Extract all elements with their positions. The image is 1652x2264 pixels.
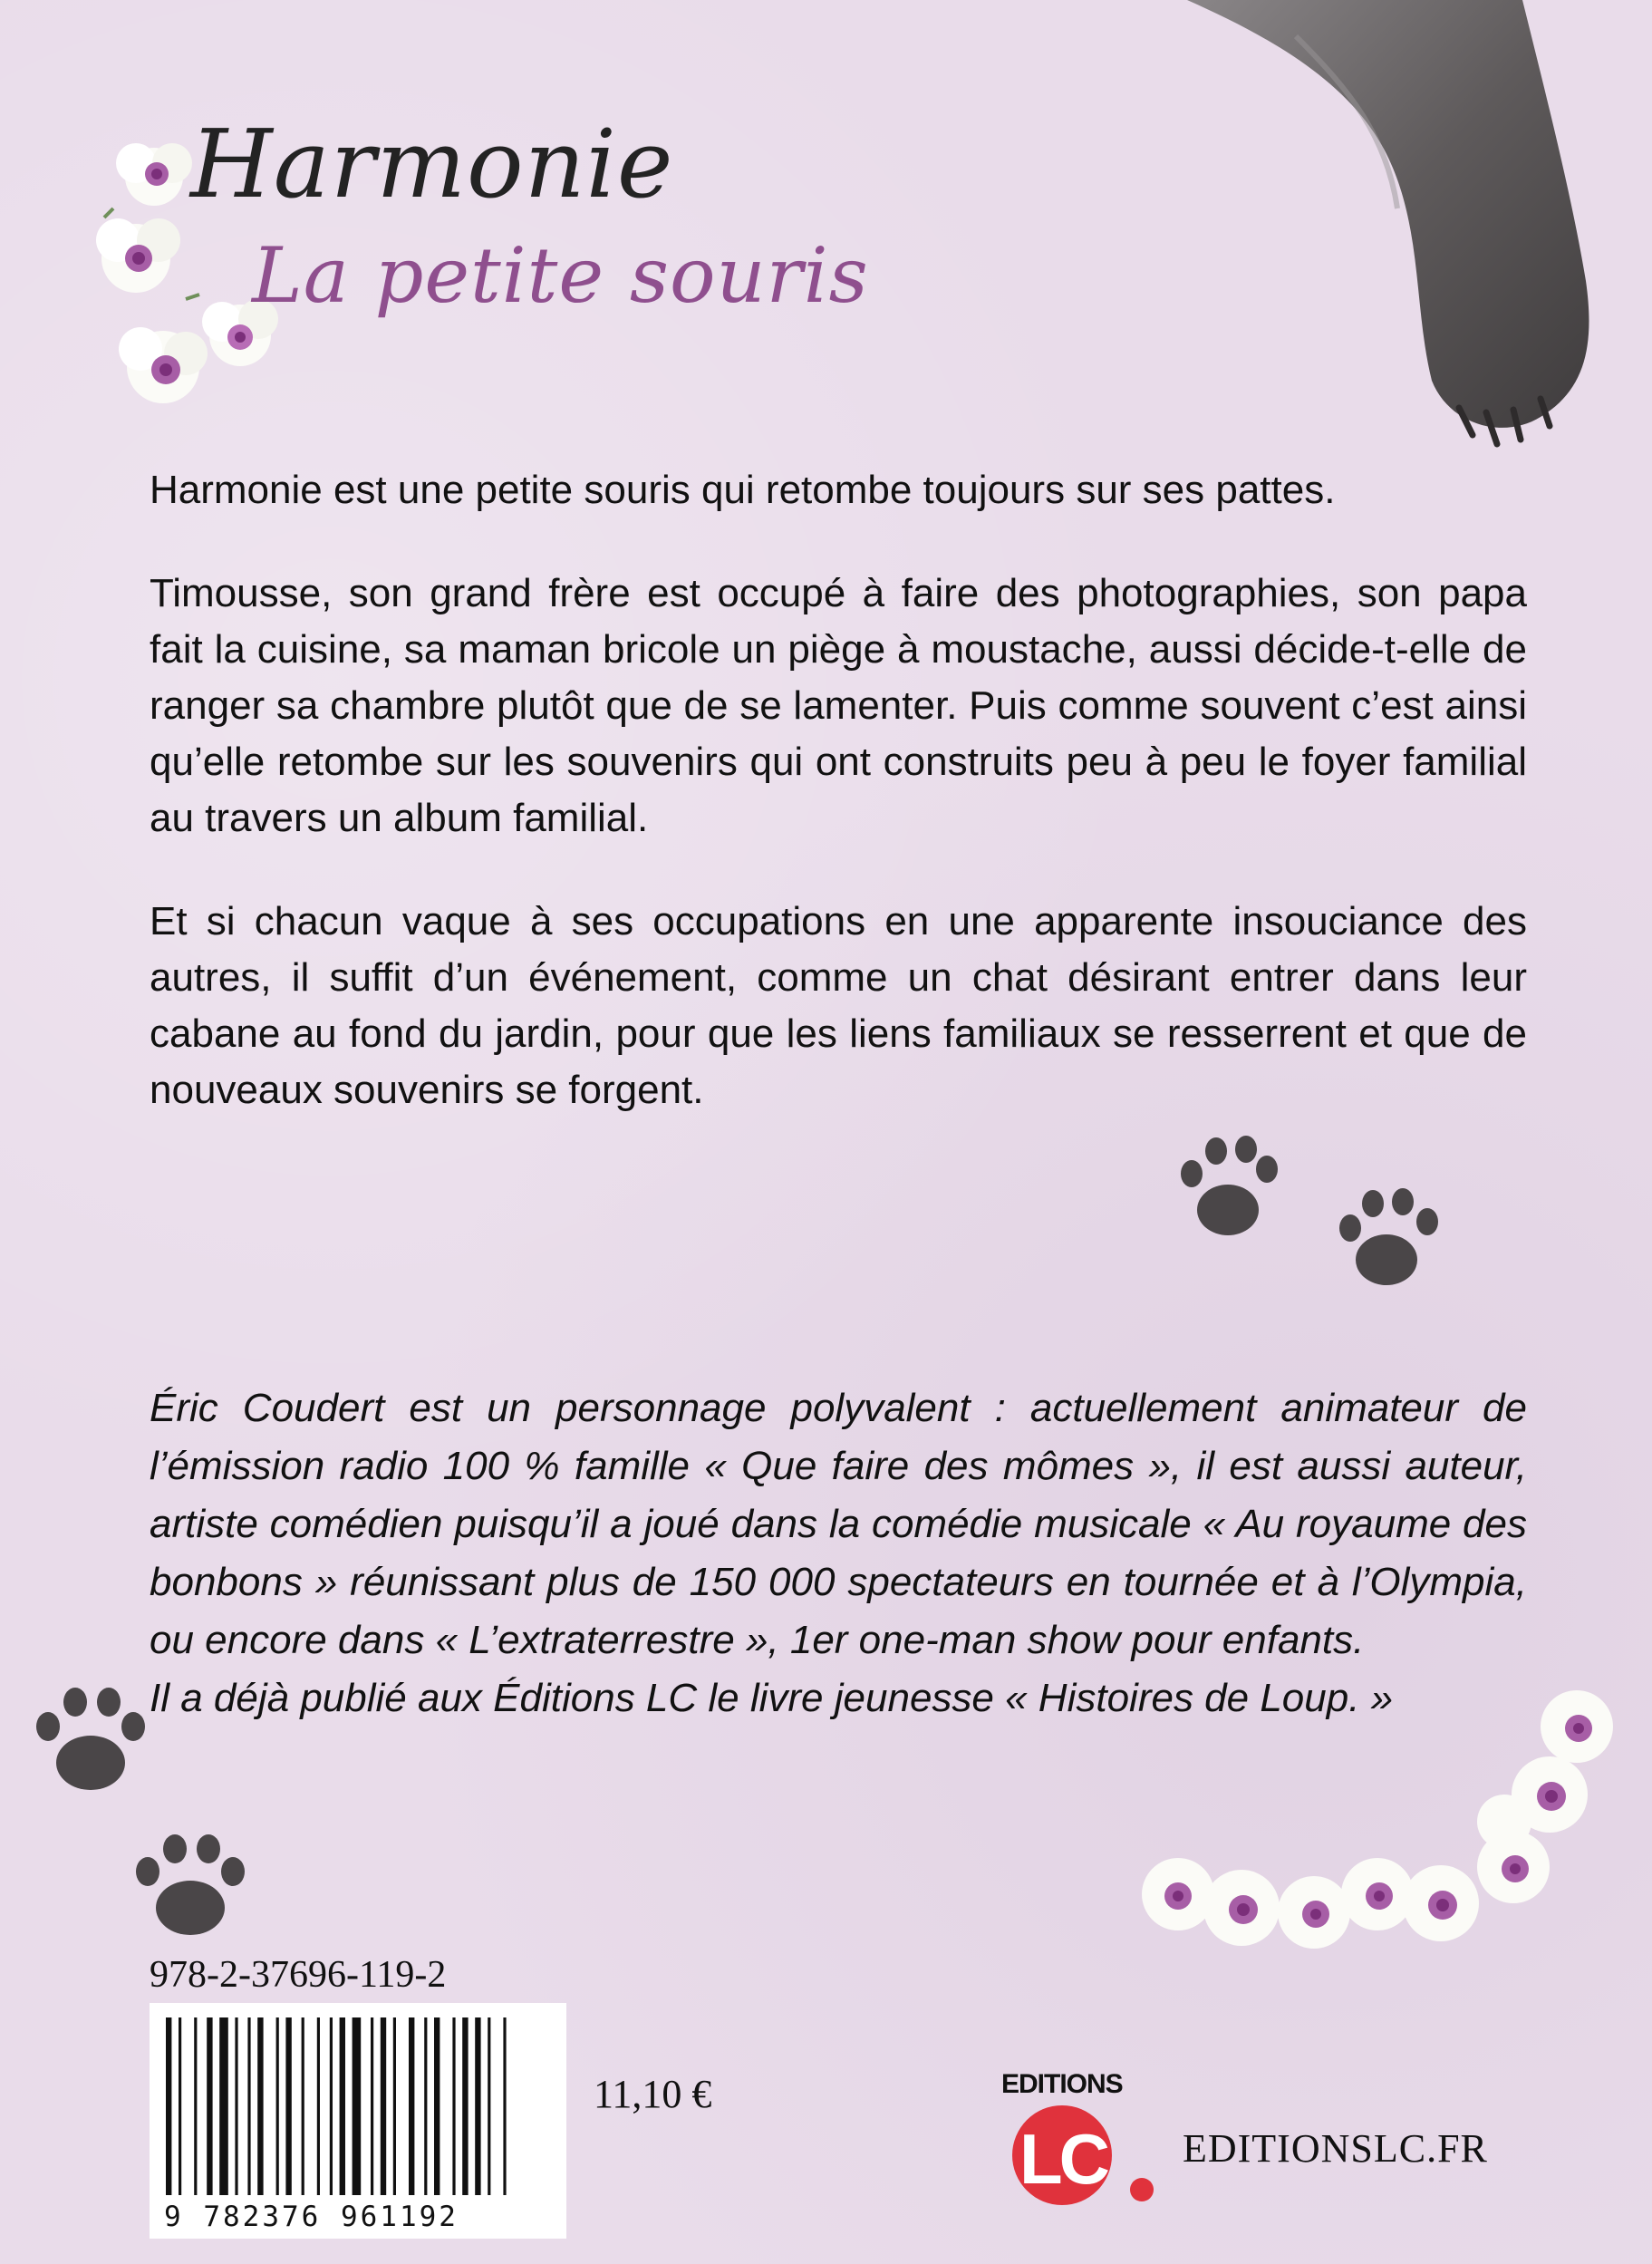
publisher-logo-text: EDITIONS (1001, 2069, 1123, 2099)
barcode-bar (194, 2017, 197, 2195)
barcode-bar (340, 2017, 345, 2195)
barcode-bar (302, 2017, 304, 2195)
author-bio (150, 1379, 1527, 1727)
blurb-paragraph: Timousse, son grand frère est occupé à faire des photographies, son papa fait la cuisine, sa maman bricole un piège à moustache, aussi décide-t-elle de ranger sa chambre plutôt que de se lamenter. Puis comme souvent c’est ainsi qu’elle retombe sur les souvenirs qui ont construits peu à peu le foyer familial au travers un album familial. (150, 571, 1527, 840)
barcode-bar (276, 2017, 279, 2195)
barcode-bar (317, 2017, 320, 2195)
barcode-bar (424, 2017, 427, 2195)
blurb-paragraph: Et si chacun vaque à ses occupations en une apparente insouciance des autres, il suffit d’un événement, comme un chat désirant entrer dans leur cabane au fond du jardin, pour que les liens familiaux se resserrent et que de nouveaux souvenirs se forgent. (150, 899, 1527, 1112)
flower-icon (116, 143, 192, 206)
barcode-bar (330, 2017, 333, 2195)
paw-prints-left (14, 1677, 258, 1967)
barcode-bar (409, 2017, 414, 2195)
barcode-bar (257, 2017, 263, 2195)
barcode-bar (219, 2017, 228, 2195)
barcode-bar (285, 2017, 291, 2195)
barcode-bar (381, 2017, 386, 2195)
publisher-logo-mark: LC (1019, 2119, 1106, 2199)
flower-icon (96, 218, 180, 293)
paw-print-icon (36, 1688, 145, 1790)
publisher-logo (1001, 2062, 1174, 2234)
barcode-bar (353, 2017, 362, 2195)
barcode-bar (503, 2017, 506, 2195)
bio-paragraph: Éric Coudert est un personnage polyvalent : actuellement animateur de l’émission radio 100 % famille « Que faire des mômes », il est aussi auteur, artiste comédien puisqu’il a joué dans la comédie musicale « Au royaume des bonbons » réunissant plus de 150 000 spectateurs en tournée et à l’Olympia, ou encore dans « L’extraterrestre », 1er one-man show pour enfants. (150, 1386, 1527, 1662)
cat-tail-illustration (1160, 0, 1652, 471)
barcode-bar (452, 2017, 455, 2195)
flower-icon (119, 327, 208, 403)
publisher-logo-dot (1130, 2178, 1154, 2201)
barcode-bar (235, 2017, 237, 2195)
book-title: Harmonie (190, 109, 674, 219)
barcode-bar (462, 2017, 468, 2195)
flower-cluster-bottom (1124, 1686, 1631, 1976)
barcode-bar (393, 2017, 396, 2195)
barcode-digits: 9 782376 961192 (164, 2201, 459, 2233)
barcode-bar (179, 2017, 181, 2195)
publisher-website: EDITIONSLC.FR (1183, 2126, 1488, 2171)
book-subtitle: La petite souris (252, 231, 869, 320)
book-blurb (150, 462, 1527, 1166)
barcode-bar (166, 2017, 171, 2195)
barcode-bar (247, 2017, 250, 2195)
paw-prints-right (1169, 1124, 1468, 1305)
isbn-number: 978-2-37696-119-2 (150, 1954, 447, 1996)
price: 11,10 € (594, 2072, 712, 2116)
barcode-bar (434, 2017, 440, 2195)
barcode-bar (488, 2017, 490, 2195)
barcode-bar (371, 2017, 373, 2195)
blurb-paragraph: Harmonie est une petite souris qui retombe toujours sur ses pattes. (150, 468, 1336, 512)
barcode (150, 2003, 566, 2239)
barcode-bar (475, 2017, 480, 2195)
paw-print-icon (1181, 1136, 1278, 1235)
paw-print-icon (1339, 1188, 1438, 1285)
bio-paragraph: Il a déjà publié aux Éditions LC le livre jeunesse « Histoires de Loup. » (150, 1676, 1394, 1720)
paw-print-icon (136, 1834, 245, 1935)
barcode-bar (207, 2017, 212, 2195)
